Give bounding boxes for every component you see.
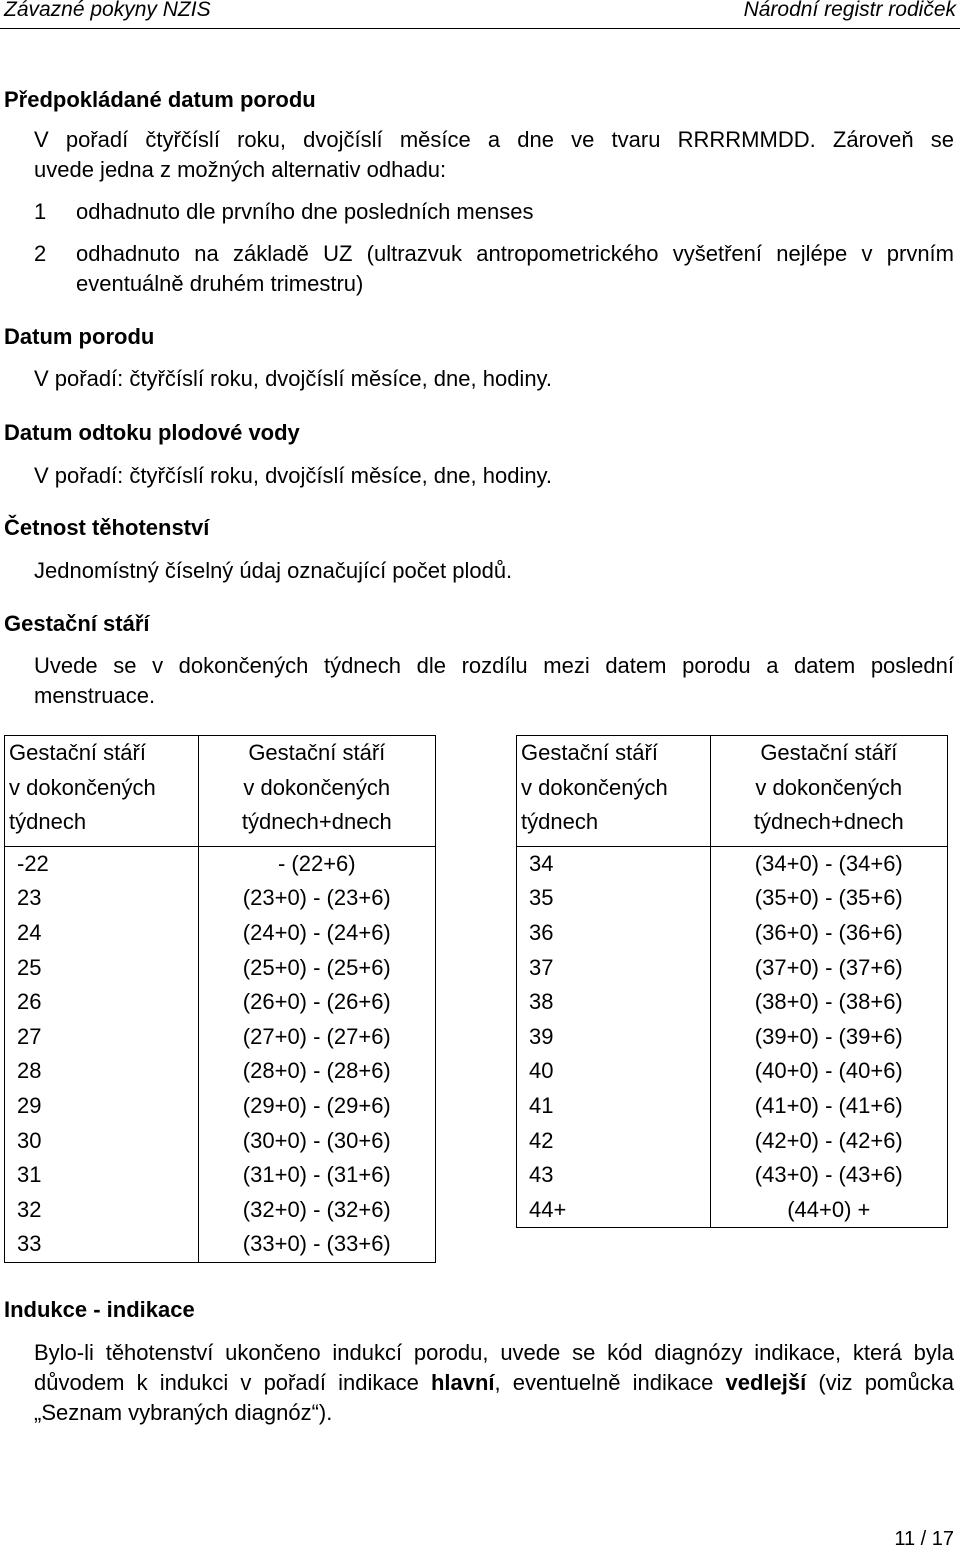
table-row xyxy=(517,1158,948,1193)
table-row xyxy=(5,1054,436,1089)
table-row xyxy=(5,1193,436,1228)
expected-birth-intro-line2: uvede jedna z možných alternativ odhadu: xyxy=(34,157,447,182)
table-row xyxy=(517,1054,948,1089)
table-row xyxy=(5,1158,436,1193)
weeks-cell: 38 xyxy=(517,985,711,1020)
section-title-induction: Indukce - indikace xyxy=(4,1297,195,1322)
weeks-cell: 42 xyxy=(517,1124,711,1159)
table-row xyxy=(517,1089,948,1124)
weeks-cell: 39 xyxy=(517,1020,711,1055)
table-row xyxy=(517,881,948,916)
table-row xyxy=(5,1089,436,1124)
weeks-cell: 28 xyxy=(5,1054,199,1089)
table-row xyxy=(517,846,948,881)
option-text: odhadnuto dle prvního dne posledních menses xyxy=(76,199,534,224)
weeks-days-cell: (29+0) - (29+6) xyxy=(198,1089,435,1124)
weeks-days-cell: (38+0) - (38+6) xyxy=(710,985,947,1020)
birth-date-text: V pořadí: čtyřčíslí roku, dvojčíslí měsíce, dne, hodiny. xyxy=(34,366,553,391)
weeks-cell: 30 xyxy=(5,1124,199,1159)
weeks-days-cell: - (22+6) xyxy=(198,846,435,881)
weeks-days-cell: (23+0) - (23+6) xyxy=(198,881,435,916)
weeks-cell: 32 xyxy=(5,1193,199,1228)
weeks-cell: 40 xyxy=(517,1054,711,1089)
header-registry-name: Národní registr rodiček xyxy=(743,0,956,21)
bold-secondary: vedlejší xyxy=(725,1370,807,1395)
weeks-cell: 36 xyxy=(517,916,711,951)
gest-age-text: Uvede se v dokončených týdnech dle rozdílu mezi datem porodu a datem poslední menstruace. xyxy=(34,653,954,708)
weeks-days-cell: (28+0) - (28+6) xyxy=(198,1054,435,1089)
section-title-expected-birth: Předpokládané datum porodu xyxy=(4,87,316,112)
weeks-cell: 33 xyxy=(5,1227,199,1262)
header-divider xyxy=(0,28,960,29)
weeks-cell: 25 xyxy=(5,951,199,986)
weeks-cell: 29 xyxy=(5,1089,199,1124)
weeks-cell: 41 xyxy=(517,1089,711,1124)
weeks-days-cell: (40+0) - (40+6) xyxy=(710,1054,947,1089)
weeks-cell: 35 xyxy=(517,881,711,916)
table-row xyxy=(5,951,436,986)
weeks-days-cell: (39+0) - (39+6) xyxy=(710,1020,947,1055)
bold-main: hlavní xyxy=(430,1370,495,1395)
gest-table-right xyxy=(516,735,948,1228)
weeks-days-cell: (30+0) - (30+6) xyxy=(198,1124,435,1159)
page-number: 11 / 17 xyxy=(894,1528,954,1550)
weeks-days-cell: (34+0) - (34+6) xyxy=(710,846,947,881)
weeks-days-cell: (41+0) - (41+6) xyxy=(710,1089,947,1124)
weeks-days-cell: (42+0) - (42+6) xyxy=(710,1124,947,1159)
table-row xyxy=(5,1124,436,1159)
weeks-cell: 37 xyxy=(517,951,711,986)
weeks-days-cell: (43+0) - (43+6) xyxy=(710,1158,947,1193)
multiplicity-text: Jednomístný číselný údaj označující počet plodů. xyxy=(34,558,513,583)
header-document-title: Závazné pokyny NZIS xyxy=(4,0,211,21)
table-row xyxy=(517,951,948,986)
table-row xyxy=(5,985,436,1020)
weeks-cell: 34 xyxy=(517,846,711,881)
weeks-days-cell: (35+0) - (35+6) xyxy=(710,881,947,916)
option-text: odhadnuto na základě UZ (ultrazvuk antropometrického vyšetření nejlépe v prvním eventuálně druhém trimestru) xyxy=(76,241,954,296)
table-row xyxy=(5,1020,436,1055)
table-row xyxy=(517,985,948,1020)
weeks-days-cell: (37+0) - (37+6) xyxy=(710,951,947,986)
table-row xyxy=(5,1227,436,1262)
weeks-days-cell: (27+0) - (27+6) xyxy=(198,1020,435,1055)
weeks-days-cell: (25+0) - (25+6) xyxy=(198,951,435,986)
weeks-days-cell: (33+0) - (33+6) xyxy=(198,1227,435,1262)
option-number: 1 xyxy=(34,199,47,224)
section-title-gest-age: Gestační stáří xyxy=(4,611,150,636)
weeks-days-cell: (44+0) + xyxy=(710,1193,947,1228)
col-header-weeks: Gestační stáří v dokončených týdnech xyxy=(517,736,711,847)
col-header-weeks-days: Gestační stáří v dokončených týdnech+dnech xyxy=(710,736,947,847)
table-row xyxy=(5,916,436,951)
weeks-cell: 23 xyxy=(5,881,199,916)
weeks-days-cell: (32+0) - (32+6) xyxy=(198,1193,435,1228)
weeks-days-cell: (31+0) - (31+6) xyxy=(198,1158,435,1193)
weeks-cell: 24 xyxy=(5,916,199,951)
col-header-weeks-days: Gestační stáří v dokončených týdnech+dnech xyxy=(198,736,435,847)
induction-text: Bylo-li těhotenství ukončeno indukcí porodu, uvede se kód diagnózy indikace, která byla důvodem k indukci v pořadí indikace hlavní, eventuelně indikace vedlejší (viz pomůcka „Seznam vybraných diagnóz“). xyxy=(34,1340,954,1425)
col-header-weeks: Gestační stáří v dokončených týdnech xyxy=(5,736,199,847)
weeks-days-cell: (26+0) - (26+6) xyxy=(198,985,435,1020)
table-row xyxy=(517,1020,948,1055)
weeks-cell: 27 xyxy=(5,1020,199,1055)
weeks-cell: 31 xyxy=(5,1158,199,1193)
water-break-text: V pořadí: čtyřčíslí roku, dvojčíslí měsíce, dne, hodiny. xyxy=(34,463,553,488)
table-row xyxy=(517,1193,948,1228)
table-row xyxy=(517,916,948,951)
section-title-water-break: Datum odtoku plodové vody xyxy=(4,420,300,445)
weeks-cell: -22 xyxy=(5,846,199,881)
weeks-cell: 44+ xyxy=(517,1193,711,1228)
table-row xyxy=(517,1124,948,1159)
weeks-cell: 43 xyxy=(517,1158,711,1193)
option-number: 2 xyxy=(34,241,47,266)
weeks-cell: 26 xyxy=(5,985,199,1020)
expected-birth-intro-line1: V pořadí čtyřčíslí roku, dvojčíslí měsíce a dne ve tvaru RRRRMMDD. Zároveň se xyxy=(34,127,954,152)
section-title-birth-date: Datum porodu xyxy=(4,324,155,349)
table-row xyxy=(5,881,436,916)
gest-table-left xyxy=(4,735,436,1263)
section-title-multiplicity: Četnost těhotenství xyxy=(4,515,210,540)
weeks-days-cell: (36+0) - (36+6) xyxy=(710,916,947,951)
table-row xyxy=(5,846,436,881)
weeks-days-cell: (24+0) - (24+6) xyxy=(198,916,435,951)
